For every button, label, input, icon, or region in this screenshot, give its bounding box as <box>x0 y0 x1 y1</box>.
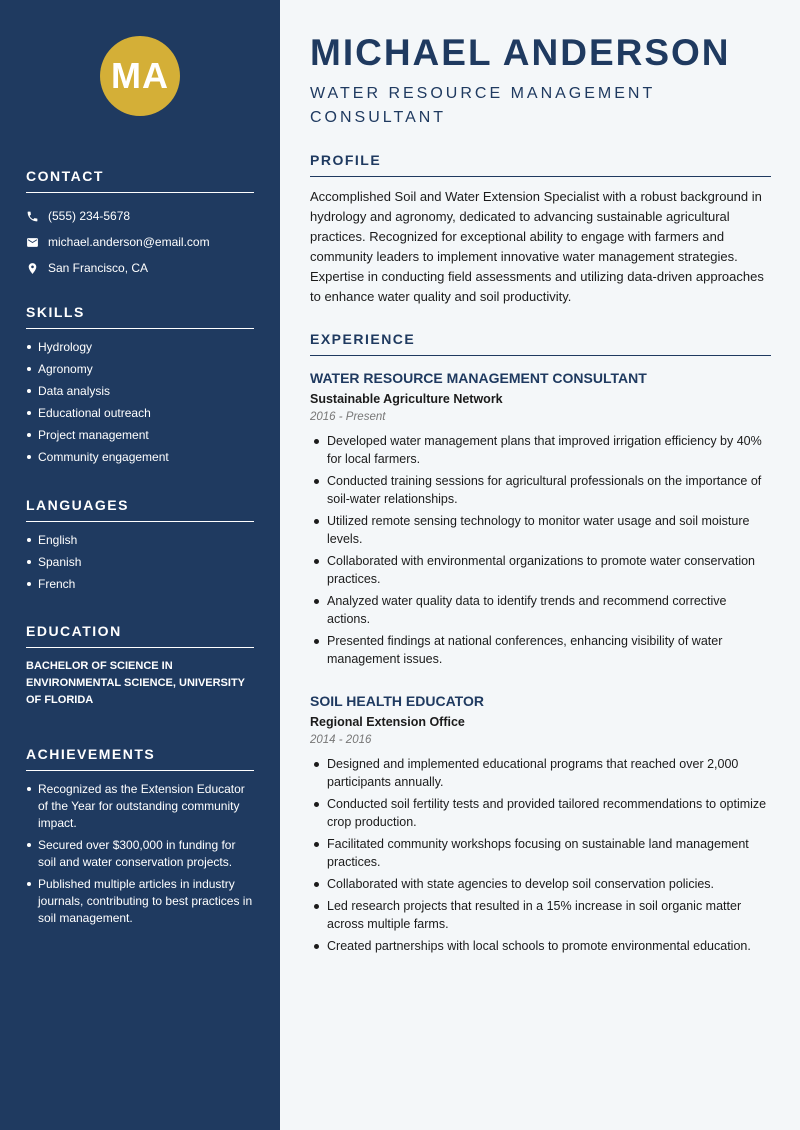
achievements-list <box>26 781 254 927</box>
job-bullets <box>310 432 771 668</box>
phone-icon <box>26 210 39 223</box>
contact-section <box>26 168 254 281</box>
list-item: Led research projects that resulted in a 15% increase in soil organic matter across multiple farms. <box>310 897 771 933</box>
mail-icon <box>26 236 39 249</box>
list-item: Spanish <box>26 554 254 570</box>
job-dates: 2014 - 2016 <box>310 734 372 746</box>
job-title: SOIL HEALTH EDUCATOR <box>310 693 484 709</box>
list-item: Conducted soil fertility tests and provided tailored recommendations to optimize crop production. <box>310 795 771 831</box>
list-item: Facilitated community workshops focusing on sustainable land management practices. <box>310 835 771 871</box>
list-item: Utilized remote sensing technology to monitor water usage and soil moisture levels. <box>310 512 771 548</box>
job-title: WATER RESOURCE MANAGEMENT CONSULTANT <box>310 370 647 386</box>
list-item: Collaborated with state agencies to develop soil conservation policies. <box>310 875 771 893</box>
list-item: Designed and implemented educational programs that reached over 2,000 participants annually. <box>310 755 771 791</box>
list-item: Developed water management plans that improved irrigation efficiency by 40% for local farmers. <box>310 432 771 468</box>
contact-heading: CONTACT <box>26 168 254 193</box>
email-text: michael.anderson@email.com <box>48 235 210 249</box>
skills-heading: SKILLS <box>26 304 254 329</box>
job-company: Regional Extension Office <box>310 715 465 729</box>
avatar <box>100 36 180 116</box>
experience-heading: EXPERIENCE <box>310 331 771 356</box>
list-item: Community engagement <box>26 449 254 465</box>
sidebar <box>0 0 280 1130</box>
list-item: Educational outreach <box>26 405 254 421</box>
achievements-section <box>26 746 254 932</box>
person-title: WATER RESOURCE MANAGEMENT CONSULTANT <box>310 85 655 126</box>
job-company: Sustainable Agriculture Network <box>310 392 503 406</box>
location-text: San Francisco, CA <box>48 261 149 275</box>
list-item: English <box>26 532 254 548</box>
list-item: Secured over $300,000 in funding for soil and water conservation projects. <box>26 837 254 871</box>
list-item: Agronomy <box>26 361 254 377</box>
list-item: Created partnerships with local schools to promote environmental education. <box>310 937 771 955</box>
job-entry <box>310 370 771 672</box>
location-pin-icon <box>26 262 39 275</box>
skills-list <box>26 339 254 465</box>
contact-email <box>26 229 254 255</box>
list-item: Conducted training sessions for agricultural professionals on the importance of soil-water relationships. <box>310 472 771 508</box>
list-item: Recognized as the Extension Educator of the Year for outstanding community impact. <box>26 781 254 832</box>
profile-heading: PROFILE <box>310 152 771 177</box>
person-name: MICHAEL ANDERSON <box>310 32 731 73</box>
list-item: Published multiple articles in industry journals, contributing to best practices in soil management. <box>26 876 254 927</box>
contact-location <box>26 255 254 281</box>
profile-text: Accomplished Soil and Water Extension Specialist with a robust background in hydrology and agronomy, dedicated to advancing sustainable agricultural practices. Recognized for exceptional ability to engage with farmers and community leaders to implement innovative water management strategies. Expertise in conducting field assessments and utilizing data-driven approaches to enhance water quality and soil productivity. <box>310 189 764 304</box>
list-item: Presented findings at national conferences, enhancing visibility of water management issues. <box>310 632 771 668</box>
skills-section <box>26 304 254 471</box>
contact-phone <box>26 203 254 229</box>
list-item: Project management <box>26 427 254 443</box>
languages-list <box>26 532 254 592</box>
list-item: Hydrology <box>26 339 254 355</box>
education-heading: EDUCATION <box>26 623 254 648</box>
achievements-heading: ACHIEVEMENTS <box>26 746 254 771</box>
list-item: Collaborated with environmental organizations to promote water conservation practices. <box>310 552 771 588</box>
education-degree: BACHELOR OF SCIENCE IN ENVIRONMENTAL SCIENCE, UNIVERSITY OF FLORIDA <box>26 660 245 706</box>
job-bullets <box>310 755 771 955</box>
job-dates: 2016 - Present <box>310 411 386 423</box>
job-entry <box>310 693 771 959</box>
education-section <box>26 623 254 709</box>
avatar-initials: MA <box>111 55 169 96</box>
phone-text: (555) 234-5678 <box>48 209 131 223</box>
languages-heading: LANGUAGES <box>26 497 254 522</box>
list-item: Data analysis <box>26 383 254 399</box>
list-item: Analyzed water quality data to identify trends and recommend corrective actions. <box>310 592 771 628</box>
languages-section <box>26 497 254 598</box>
list-item: French <box>26 576 254 592</box>
